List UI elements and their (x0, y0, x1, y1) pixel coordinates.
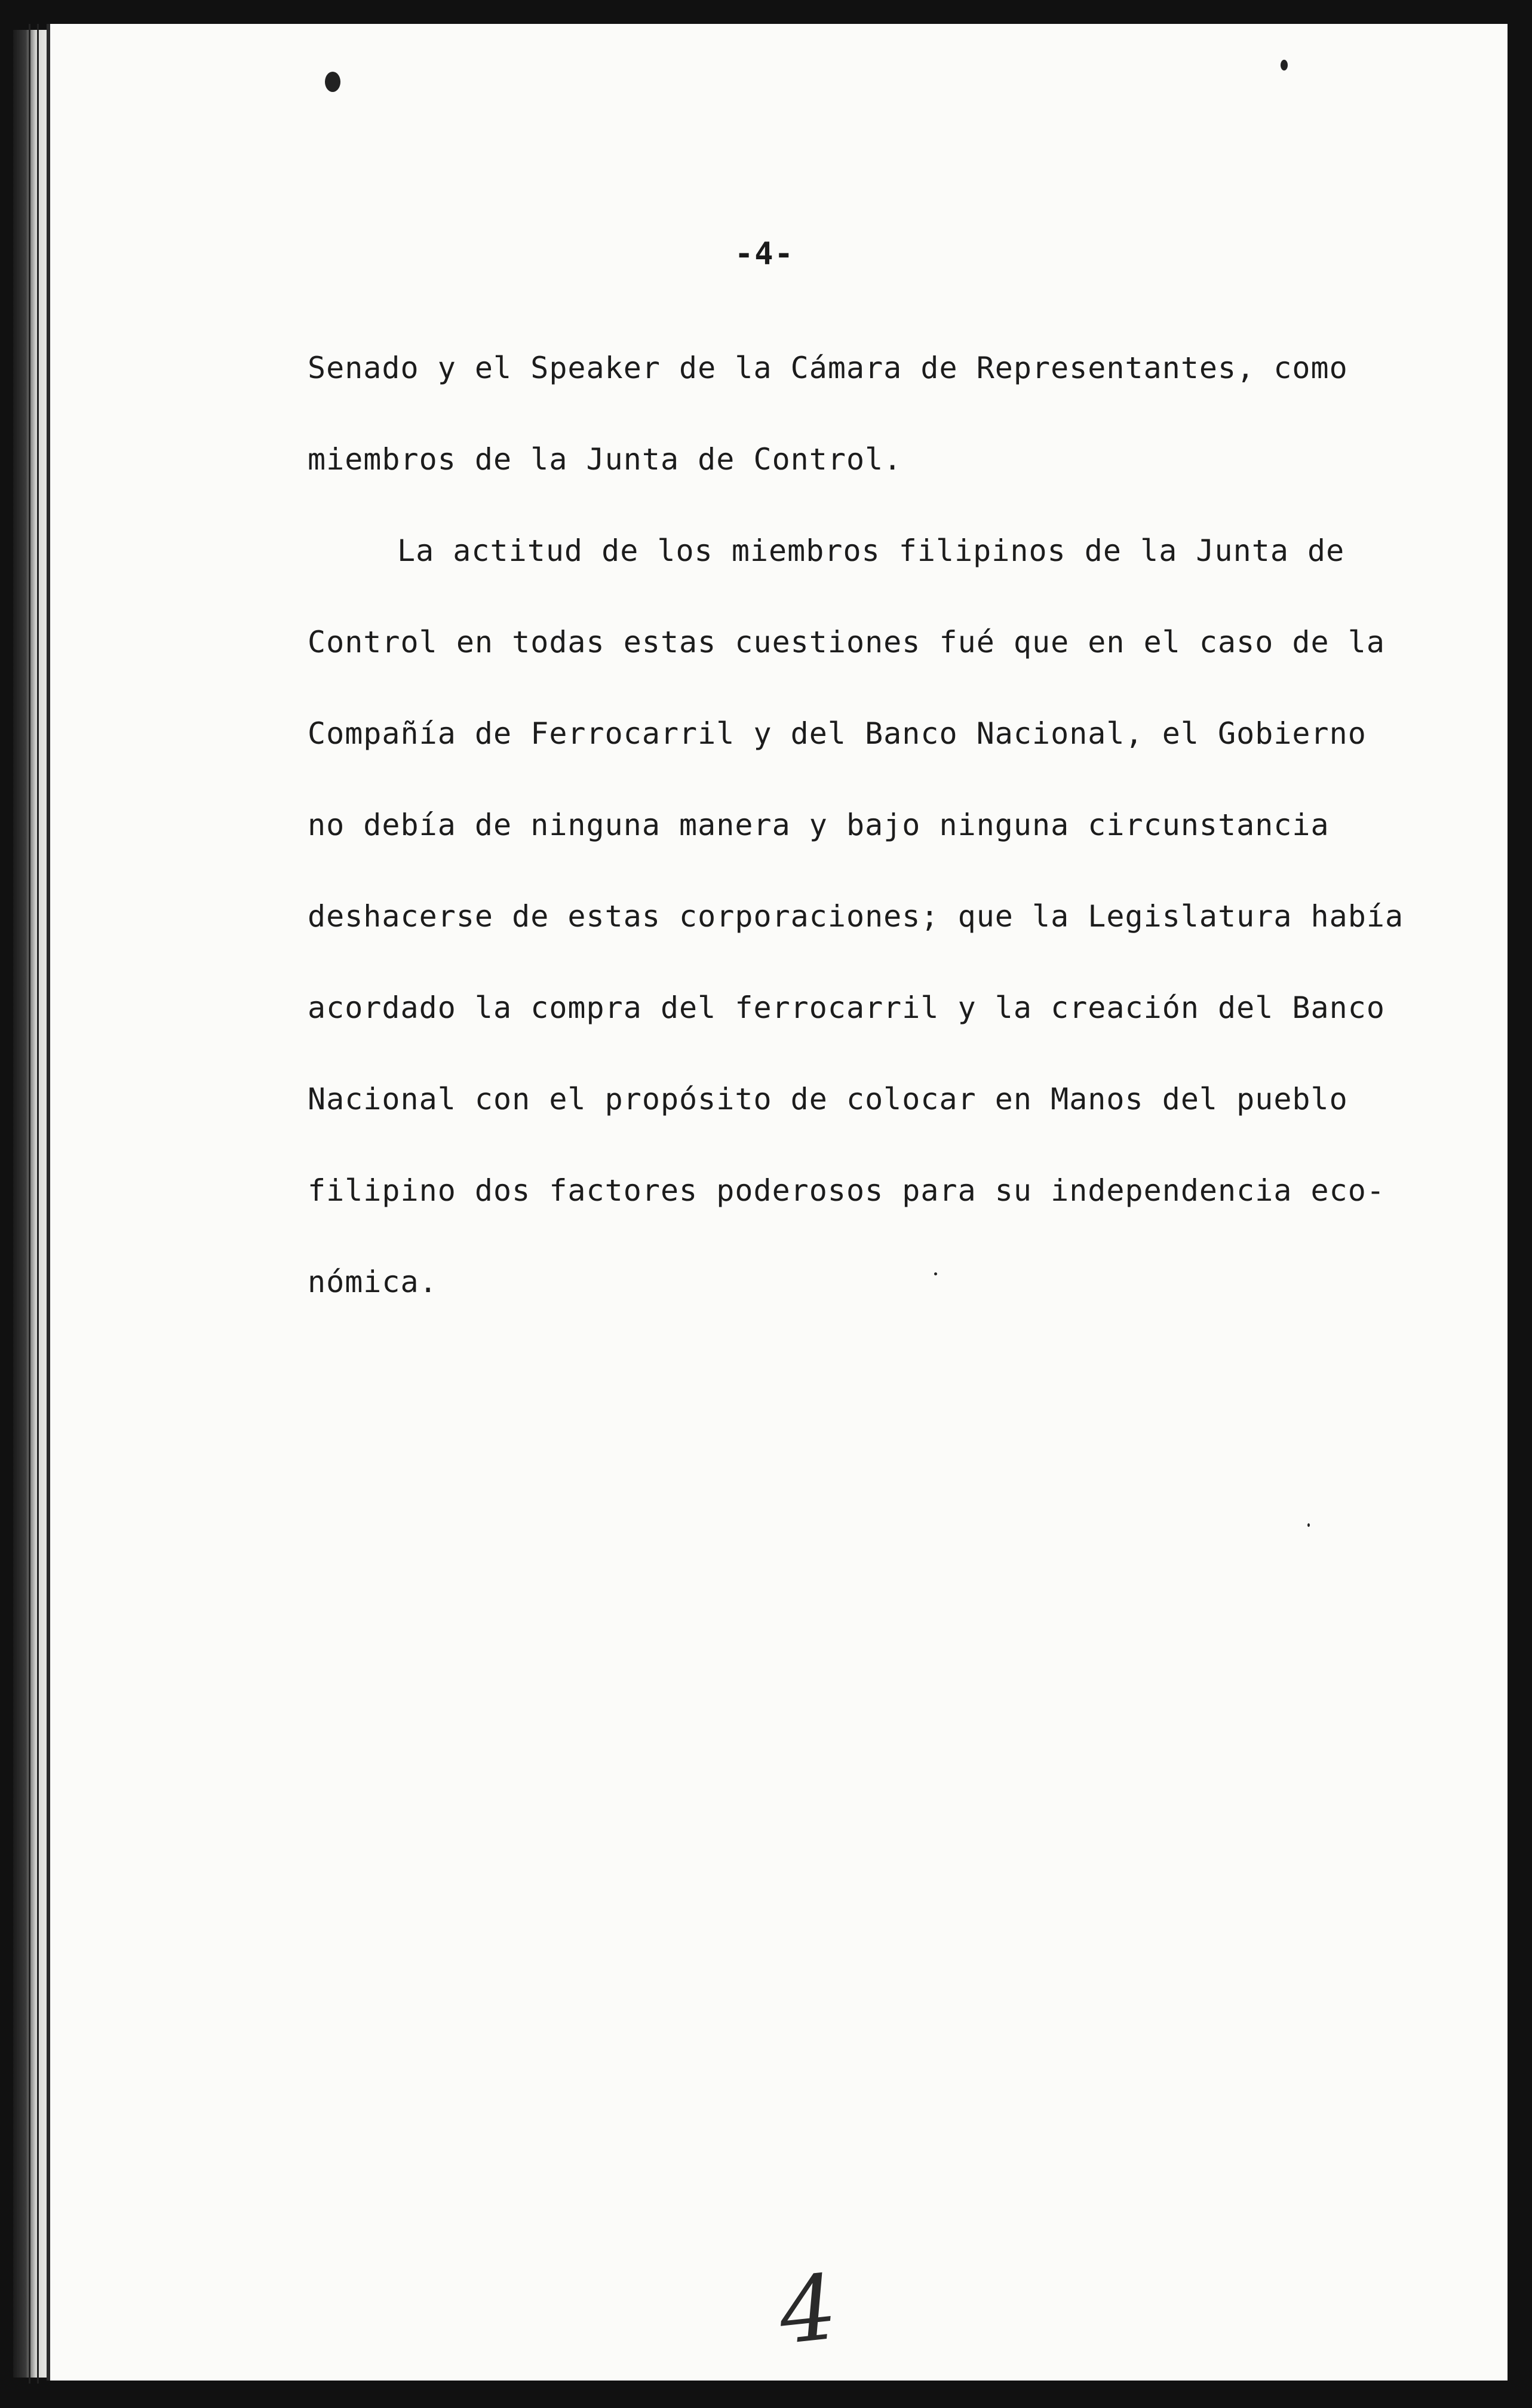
text-line: no debía de ninguna manera y bajo ninguna circunstancia (308, 808, 1330, 842)
text-line: deshacerse de estas corporaciones; que la Legislatura había (308, 899, 1404, 934)
ink-speck (325, 72, 340, 92)
body-text (308, 323, 1404, 1328)
text-line: Senado y el Speaker de la Cámara de Representantes, como (308, 351, 1348, 385)
ink-speck (1281, 60, 1288, 70)
text-line: Control en todas estas cuestiones fué que en el caso de la (308, 625, 1385, 659)
page-marker: -4- (735, 236, 794, 272)
text-line: acordado la compra del ferrocarril y la creación del Banco (308, 990, 1385, 1025)
handwritten-folio-number: 4 (774, 2255, 842, 2365)
binding-line (29, 24, 30, 2384)
text-line: Compañía de Ferrocarril y del Banco Nacional, el Gobierno (308, 716, 1367, 751)
text-line: nómica. (308, 1265, 438, 1299)
text-line: Nacional con el propósito de colocar en Manos del pueblo (308, 1082, 1348, 1116)
text-line: filipino dos factores poderosos para su independencia eco- (308, 1173, 1385, 1208)
binding-line (37, 24, 39, 2384)
ink-speck (1307, 1523, 1310, 1527)
text-line: miembros de la Junta de Control. (308, 442, 902, 477)
text-line: La actitud de los miembros filipinos de la Junta de (397, 533, 1345, 568)
